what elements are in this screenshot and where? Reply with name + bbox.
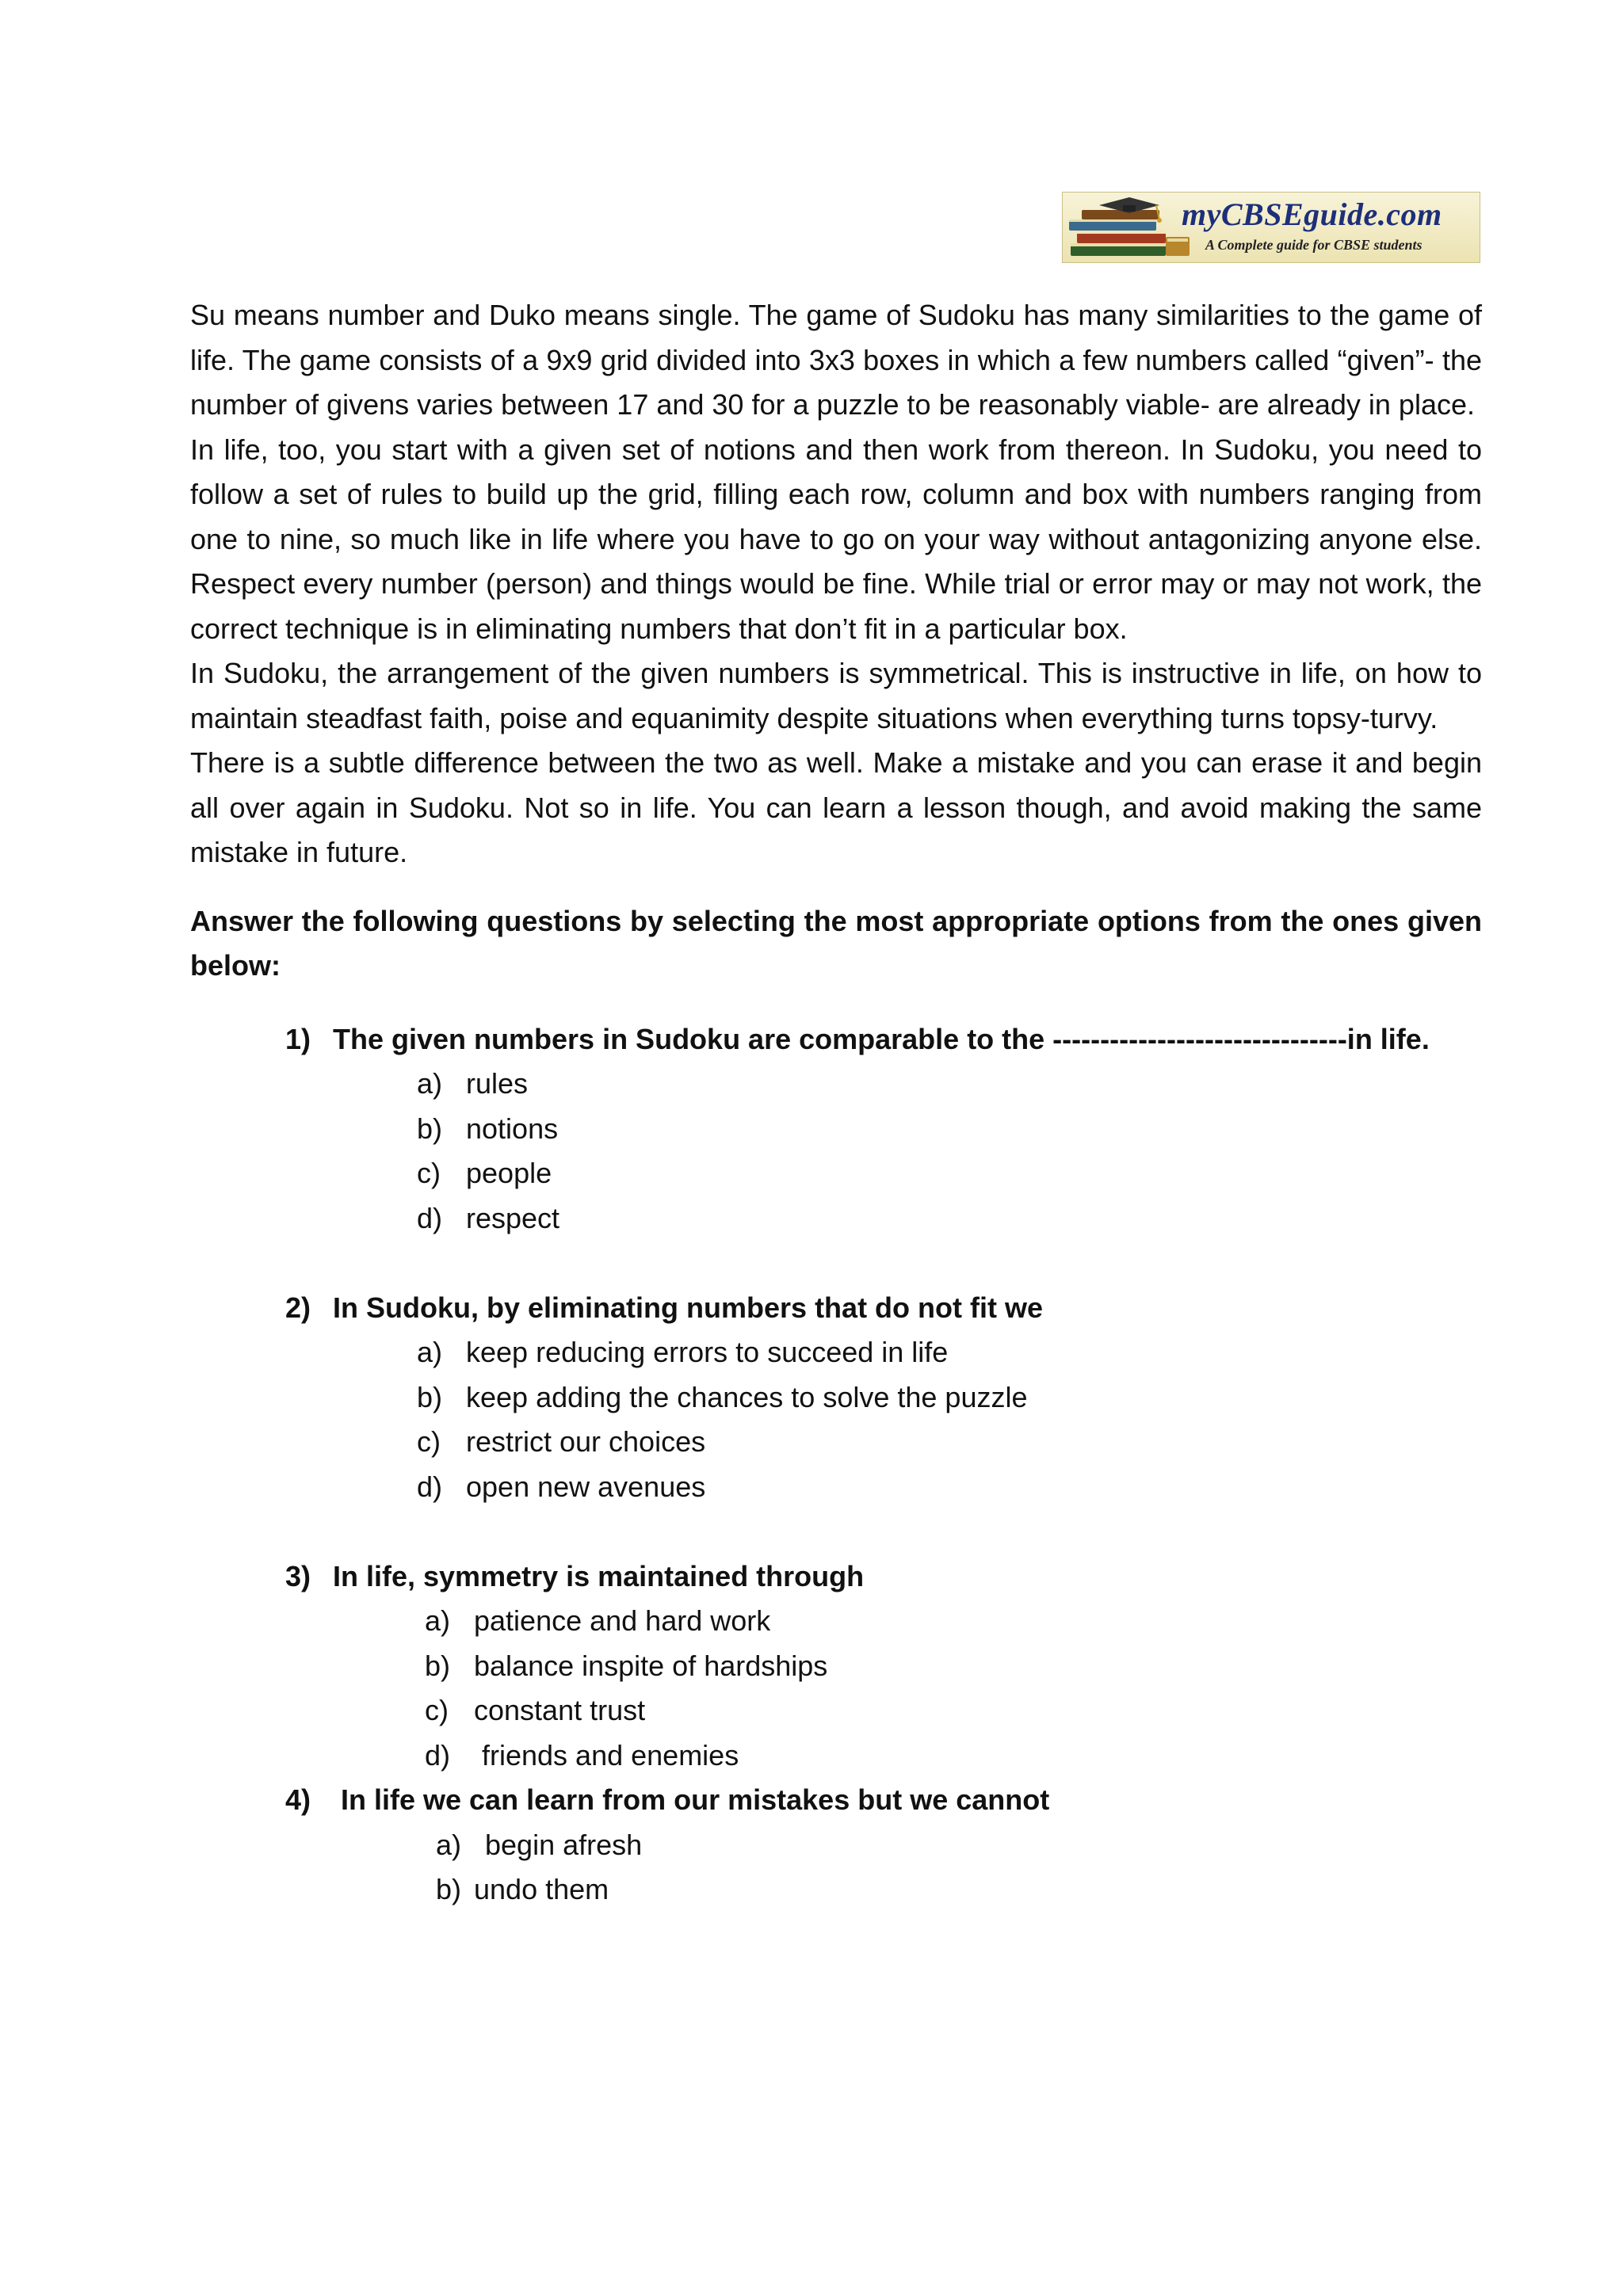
option-item	[190, 1330, 1482, 1375]
option-letter: a)	[436, 1828, 462, 1861]
question-text	[190, 1778, 1482, 1823]
option-letter: a)	[425, 1604, 451, 1637]
question-text	[190, 1286, 1482, 1331]
question-4	[190, 1778, 1482, 1913]
question-list	[190, 1017, 1482, 1913]
option-letter: a)	[417, 1336, 443, 1368]
question-2	[190, 1286, 1482, 1554]
option-item	[190, 1823, 1482, 1868]
option-item	[190, 1644, 1482, 1689]
option-item	[190, 1062, 1482, 1107]
passage-paragraph-4: There is a subtle difference between the two as well. Make a mistake and you can erase it and begin all over again in Sudoku. Not so in life. You can learn a lesson though, and avoid making the same mistake in future.	[190, 746, 1482, 868]
option-letter: c)	[425, 1694, 449, 1726]
option-item	[190, 1465, 1482, 1510]
spacer	[190, 1241, 1482, 1286]
option-text: begin afresh	[485, 1828, 643, 1861]
passage-paragraph-1: Su means number and Duko means single. The game of Sudoku has many similarities to the game of life. The game consists of a 9x9 grid divided into 3x3 boxes in which a few numbers called “given”- the number of givens varies between 17 and 30 for a puzzle to be reasonably viable- are already in place.	[190, 299, 1482, 421]
option-item	[190, 1599, 1482, 1644]
option-text: patience and hard work	[474, 1604, 771, 1637]
question-number: 4)	[285, 1783, 311, 1816]
logo-title: myCBSEguide.com	[1182, 196, 1442, 232]
document-content	[190, 293, 1482, 1913]
option-list	[190, 1062, 1482, 1241]
instruction-heading: Answer the following questions by selecting the most appropriate options from the ones given below:	[190, 904, 1482, 982]
passage-paragraph-3: In Sudoku, the arrangement of the given numbers is symmetrical. This is instructive in life, on how to maintain steadfast faith, poise and equanimity despite situations when everything turns topsy-turvy.	[190, 657, 1482, 734]
question-number: 2)	[285, 1291, 311, 1324]
passage-paragraph-2: In life, too, you start with a given set of notions and then work from thereon. In Sudoku, you need to follow a set of rules to build up the grid, filling each row, column and box with numbers ranging from one to nine, so much like in life where you have to go on your way without antagonizing anyone else. Respect every number (person) and things would be fine. While trial or error may or may not work, the correct technique is in eliminating numbers that don’t fit in a particular box.	[190, 433, 1482, 645]
option-item	[190, 1867, 1482, 1913]
option-text: restrict our choices	[466, 1425, 706, 1458]
option-letter: d)	[425, 1738, 451, 1772]
question-3	[190, 1554, 1482, 1779]
question-number: 1)	[285, 1022, 311, 1055]
option-text: people	[466, 1157, 552, 1189]
option-list	[190, 1823, 1482, 1913]
question-prompt: In life, symmetry is maintained through	[333, 1559, 865, 1592]
option-letter: b)	[425, 1649, 451, 1682]
mycbseguide-logo	[1062, 192, 1480, 263]
option-item	[190, 1151, 1482, 1196]
question-1	[190, 1017, 1482, 1286]
question-prompt: In Sudoku, by eliminating numbers that do not fit we	[333, 1291, 1044, 1324]
option-letter: c)	[417, 1157, 441, 1189]
option-text: keep reducing errors to succeed in life	[466, 1336, 949, 1368]
logo-tagline: A Complete guide for CBSE students	[1205, 237, 1423, 253]
option-text: keep adding the chances to solve the puzzle	[466, 1380, 1028, 1413]
option-letter: a)	[417, 1067, 443, 1100]
option-letter: d)	[417, 1201, 443, 1234]
option-letter: b)	[417, 1112, 443, 1145]
option-item	[190, 1107, 1482, 1152]
option-text: undo them	[474, 1873, 609, 1905]
option-text: balance inspite of hardships	[474, 1649, 828, 1682]
option-item	[190, 1688, 1482, 1733]
option-text: notions	[466, 1112, 559, 1145]
option-text: rules	[466, 1067, 529, 1100]
option-text: open new avenues	[466, 1470, 706, 1503]
question-text	[190, 1554, 1482, 1600]
option-item	[190, 1420, 1482, 1465]
question-prompt: In life we can learn from our mistakes but we cannot	[341, 1783, 1050, 1816]
option-letter: b)	[436, 1873, 462, 1905]
option-letter: b)	[417, 1380, 443, 1413]
option-letter: c)	[417, 1425, 441, 1458]
question-prompt: The given numbers in Sudoku are comparable to the -------------------------------in life.	[333, 1022, 1430, 1055]
spacer	[190, 1509, 1482, 1554]
option-item	[190, 1733, 1482, 1779]
option-text: friends and enemies	[474, 1738, 739, 1772]
option-item	[190, 1196, 1482, 1241]
option-list	[190, 1599, 1482, 1778]
option-text: constant trust	[474, 1694, 646, 1726]
option-letter: d)	[417, 1470, 443, 1503]
option-item	[190, 1375, 1482, 1421]
option-text: respect	[466, 1201, 560, 1234]
question-number: 3)	[285, 1559, 311, 1592]
question-text	[190, 1017, 1482, 1062]
option-list	[190, 1330, 1482, 1509]
